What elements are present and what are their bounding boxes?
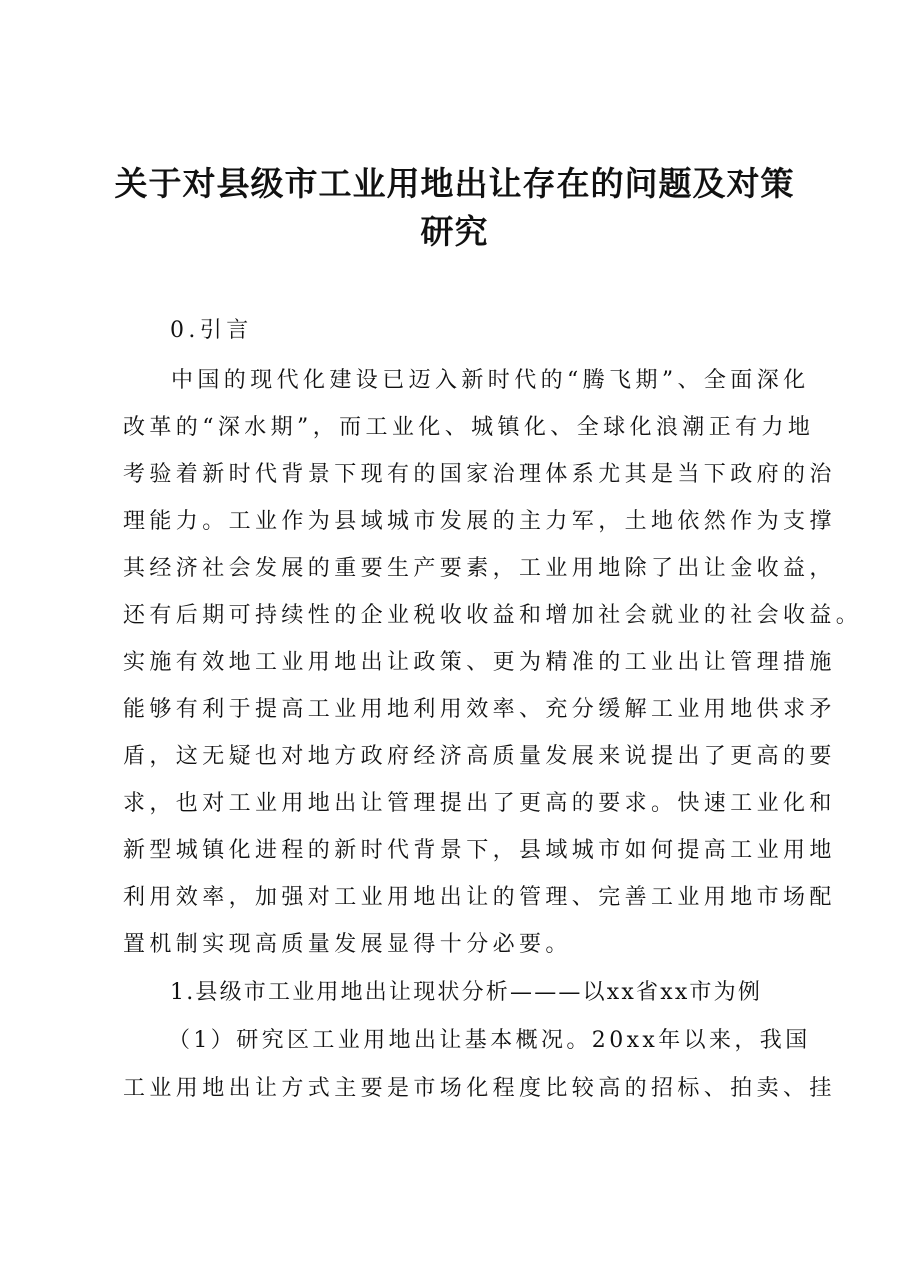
heading-intro: 0.引言 bbox=[170, 318, 253, 343]
paragraph-line: 其经济社会发展的重要生产要素，工业用地除了出让金收益， bbox=[123, 556, 836, 581]
paragraph-line: 求，也对工业用地出让管理提出了更高的要求。快速工业化和 bbox=[123, 791, 836, 816]
paragraph-line: 利用效率，加强对工业用地出让的管理、完善工业用地市场配 bbox=[123, 885, 836, 910]
paragraph-line: 考验着新时代背景下现有的国家治理体系尤其是当下政府的治 bbox=[123, 462, 836, 487]
paragraph-line: 盾，这无疑也对地方政府经济高质量发展来说提出了更高的要 bbox=[123, 744, 836, 769]
document-title-line-2: 研究 bbox=[420, 212, 489, 251]
paragraph-line: 置机制实现高质量发展显得十分必要。 bbox=[123, 932, 572, 957]
paragraph-line: 理能力。工业作为县域城市发展的主力军，土地依然作为支撑 bbox=[123, 509, 836, 534]
paragraph-line: （1）研究区工业用地出让基本概况。20xx年以来，我国 bbox=[168, 1028, 811, 1053]
paragraph-line: 能够有利于提高工业用地利用效率、充分缓解工业用地供求矛 bbox=[123, 697, 836, 722]
paragraph-line: 改革的“深水期”，而工业化、城镇化、全球化浪潮正有力地 bbox=[123, 415, 815, 440]
heading-section-1: 1.县级市工业用地出让现状分析———以xx省xx市为例 bbox=[170, 980, 763, 1005]
document-title-line-1: 关于对县级市工业用地出让存在的问题及对策 bbox=[114, 164, 795, 203]
paragraph-line: 新型城镇化进程的新时代背景下，县域城市如何提高工业用地 bbox=[123, 838, 836, 863]
paragraph-line: 实施有效地工业用地出让政策、更为精准的工业出让管理措施 bbox=[123, 650, 836, 675]
paragraph-line: 工业用地出让方式主要是市场化程度比较高的招标、拍卖、挂 bbox=[123, 1076, 836, 1101]
paragraph-line: 中国的现代化建设已迈入新时代的“腾飞期”、全面深化 bbox=[171, 368, 810, 393]
paragraph-line: 还有后期可持续性的企业税收收益和增加社会就业的社会收益。 bbox=[123, 603, 863, 628]
